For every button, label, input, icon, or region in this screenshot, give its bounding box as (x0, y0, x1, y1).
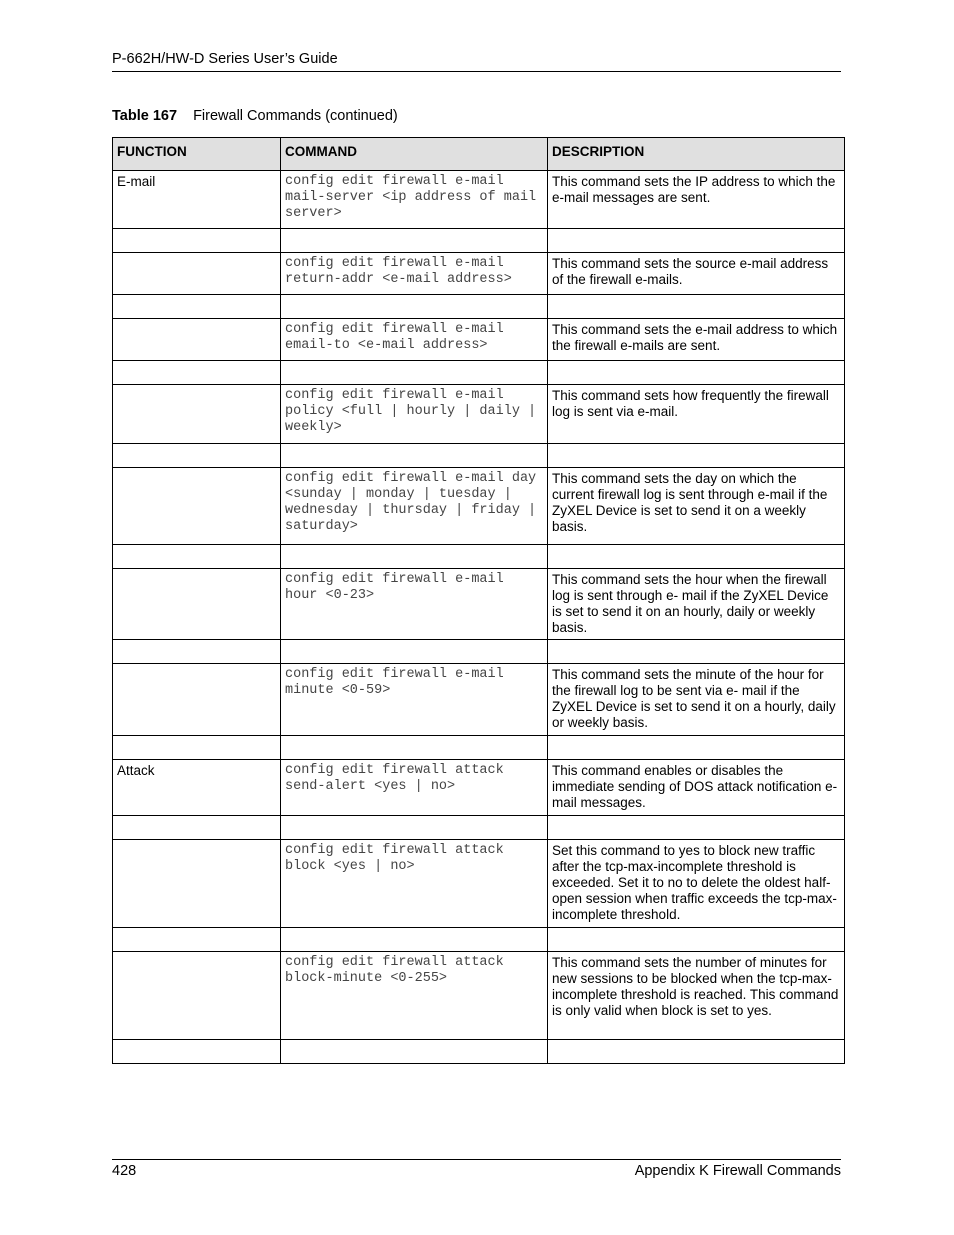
description-cell: This command enables or disables the immediate sending of DOS attack notification e-mail messages. (548, 760, 845, 816)
function-cell (113, 295, 281, 319)
command-cell (281, 816, 548, 840)
function-cell (113, 569, 281, 640)
column-header-command: COMMAND (281, 138, 548, 171)
table-row (113, 385, 845, 444)
function-cell (113, 385, 281, 444)
table-header-row (113, 138, 845, 171)
description-cell: This command sets the source e-mail address of the firewall e-mails. (548, 253, 845, 295)
table-row (113, 319, 845, 361)
description-cell (548, 816, 845, 840)
function-cell (113, 640, 281, 664)
command-cell (281, 545, 548, 569)
description-cell (548, 229, 845, 253)
table-row (113, 952, 845, 1040)
command-cell (281, 736, 548, 760)
table-row (113, 664, 845, 736)
table-row (113, 1040, 845, 1064)
function-cell (113, 736, 281, 760)
command-cell: config edit firewall e-mail email-to <e-mail address> (281, 319, 548, 361)
function-cell (113, 545, 281, 569)
command-cell (281, 444, 548, 468)
command-cell: config edit firewall e-mail mail-server <ip address of mail server> (281, 171, 548, 229)
command-cell: config edit firewall e-mail return-addr <e-mail address> (281, 253, 548, 295)
table-row (113, 760, 845, 816)
column-header-function: FUNCTION (113, 138, 281, 171)
description-cell (548, 640, 845, 664)
command-cell: config edit firewall e-mail policy <full | hourly | daily | weekly> (281, 385, 548, 444)
table-title: Firewall Commands (continued) (193, 108, 398, 124)
page-footer (112, 1159, 841, 1179)
table-number: Table 167 (112, 108, 178, 124)
function-cell (113, 229, 281, 253)
function-cell (113, 840, 281, 928)
command-cell (281, 1040, 548, 1064)
description-cell (548, 736, 845, 760)
section-title: Appendix K Firewall Commands (634, 1163, 841, 1179)
table-row (113, 928, 845, 952)
description-cell: This command sets the IP address to which the e-mail messages are sent. (548, 171, 845, 229)
command-cell: config edit firewall attack send-alert <yes | no> (281, 760, 548, 816)
description-cell (548, 545, 845, 569)
function-cell (113, 468, 281, 545)
function-cell (113, 444, 281, 468)
function-cell (113, 361, 281, 385)
command-cell (281, 640, 548, 664)
description-cell: This command sets the day on which the current firewall log is sent through e-mail if the ZyXEL Device is set to send it on a weekly basis. (548, 468, 845, 545)
column-header-description: DESCRIPTION (548, 138, 845, 171)
command-cell (281, 229, 548, 253)
page-header (112, 51, 841, 72)
table-row (113, 171, 845, 229)
function-cell (113, 952, 281, 1040)
table-row (113, 295, 845, 319)
table-row (113, 840, 845, 928)
description-cell: This command sets the number of minutes for new sessions to be blocked when the tcp-max-incomplete threshold is reached. This command is only valid when block is set to yes. (548, 952, 845, 1040)
table-row (113, 816, 845, 840)
description-cell: This command sets how frequently the firewall log is sent via e-mail. (548, 385, 845, 444)
function-cell (113, 253, 281, 295)
table-row (113, 736, 845, 760)
description-cell: Set this command to yes to block new traffic after the tcp-max-incomplete threshold is exceeded. Set it to no to delete the oldest half-open session when traffic exceeds the tcp-max-incomplete threshold. (548, 840, 845, 928)
table-row (113, 229, 845, 253)
description-cell (548, 361, 845, 385)
function-cell (113, 664, 281, 736)
command-cell: config edit firewall e-mail minute <0-59> (281, 664, 548, 736)
command-cell: config edit firewall attack block <yes | no> (281, 840, 548, 928)
function-cell (113, 1040, 281, 1064)
description-cell: This command sets the hour when the firewall log is sent through e- mail if the ZyXEL Device is set to send it on an hourly, daily or weekly basis. (548, 569, 845, 640)
command-cell: config edit firewall e-mail hour <0-23> (281, 569, 548, 640)
table-row (113, 361, 845, 385)
table-row (113, 468, 845, 545)
document-title: P-662H/HW-D Series User’s Guide (112, 51, 338, 67)
command-cell (281, 928, 548, 952)
command-cell (281, 361, 548, 385)
table-row (113, 444, 845, 468)
function-cell (113, 928, 281, 952)
description-cell (548, 444, 845, 468)
command-cell: config edit firewall e-mail day <sunday | monday | tuesday | wednesday | thursday | friday | saturday> (281, 468, 548, 545)
function-cell: E-mail (113, 171, 281, 229)
function-cell: Attack (113, 760, 281, 816)
table-row (113, 640, 845, 664)
table-caption (112, 108, 398, 124)
description-cell (548, 1040, 845, 1064)
description-cell: This command sets the minute of the hour for the firewall log to be sent via e- mail if the ZyXEL Device is set to send it on a hourly, daily or weekly basis. (548, 664, 845, 736)
table-row (113, 253, 845, 295)
firewall-commands-table (112, 137, 845, 1064)
function-cell (113, 319, 281, 361)
description-cell: This command sets the e-mail address to which the firewall e-mails are sent. (548, 319, 845, 361)
description-cell (548, 295, 845, 319)
table-row (113, 569, 845, 640)
table-row (113, 545, 845, 569)
function-cell (113, 816, 281, 840)
page-number: 428 (112, 1163, 137, 1179)
description-cell (548, 928, 845, 952)
command-cell: config edit firewall attack block-minute <0-255> (281, 952, 548, 1040)
command-cell (281, 295, 548, 319)
